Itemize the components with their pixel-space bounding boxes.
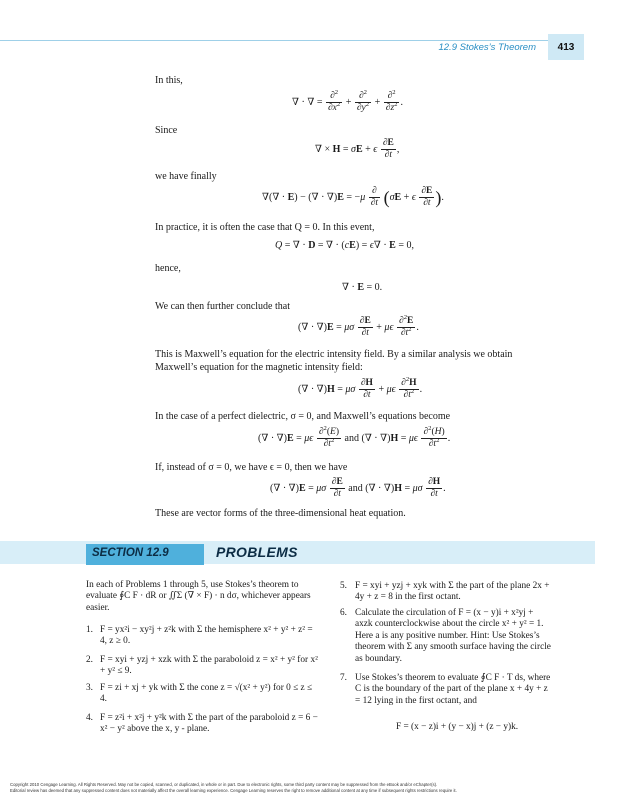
- problem-number: 3.: [86, 683, 93, 693]
- copyright-line-1: Copyright 2010 Cengage Learning. All Rights Reserved. May not be copied, scanned, or duplicated, in whole or in part. Due to electronic rights, some third party content may be suppressed from the eBook and/or eChapter(s).: [10, 782, 438, 787]
- section-name: PROBLEMS: [216, 544, 298, 560]
- problem-number: 2.: [86, 655, 93, 665]
- problem-3: F = zi + xj + yk with Σ the cone z = √(x² + y²) for 0 ≤ z ≤ 4.: [100, 683, 313, 705]
- equation-curl-curl: ∇(∇ · E) − (∇ · ∇)E = −μ $\frac{\partial}{\partial t}$ (σE + ϵ $\frac{\partial E}{\partial t}$ ).: [262, 186, 444, 208]
- copyright-line-2: Editorial review has deemed that any suppressed content does not materially affect the overall learning experience. Cengage Learning reserves the right to remove additional content at any time if subsequent rights restrictions require it.: [10, 788, 457, 793]
- paragraph-in-practice: In practice, it is often the case that Q = 0. In this event,: [155, 222, 375, 233]
- page-number: 413: [557, 42, 575, 53]
- header-rule: [0, 40, 548, 41]
- and-word-1: and: [344, 432, 359, 444]
- problem-7-formula: F = (x − z)i + (y − x)j + (z − y)k.: [396, 722, 519, 732]
- equation-ampere: ∇ × H = σE + ϵ $\frac{\partial E}{\partial t}$ ,: [315, 138, 400, 160]
- running-header-title: 12.9 Stokes’s Theorem: [438, 42, 536, 53]
- equation-maxwell-h: (∇ · ∇)H = μσ $\frac{\partial H}{\partial t}$ + μϵ $\frac{\partial^2H}{\partial t^2}$ .: [298, 375, 423, 400]
- equation-heat: (∇ · ∇)E = μσ $\frac{\partial E}{\partial t}$ and (∇ · ∇)H = μσ $\frac{\partial H}{\partial t}$ .: [270, 477, 446, 499]
- equation-charge-zero: Q = ∇ · D = ∇ · (cE) = ϵ∇ · E = 0,: [275, 240, 414, 251]
- problem-1: F = yx²i − xy²j + z²k with Σ the hemisphere x² + y² + z² = 4, z ≥ 0.: [100, 625, 313, 647]
- paragraph-since: Since: [155, 125, 178, 136]
- paragraph-perfect-dielectric: In the case of a perfect dielectric, σ = 0, and Maxwell’s equations become: [155, 411, 451, 422]
- problem-number: 5.: [340, 581, 347, 591]
- problem-2: F = xyi + yzj + xzk with Σ the paraboloid z = x² + y² for x² + y² ≤ 9.: [100, 655, 318, 677]
- paragraph-further-conclude: We can then further conclude that: [155, 301, 290, 312]
- equation-div-e-zero: ∇ · E = 0.: [342, 282, 383, 293]
- paragraph-heat-equation: These are vector forms of the three-dimensional heat equation.: [155, 508, 406, 519]
- problem-number: 7.: [340, 673, 347, 683]
- problem-number: 6.: [340, 608, 347, 618]
- equation-maxwell-e: (∇ · ∇)E = μσ $\frac{\partial E}{\partial t}$ + μϵ $\frac{\partial^2E}{\partial t^2}$ .: [298, 313, 419, 338]
- problem-6: Calculate the circulation of F = (x − y)i + x²yj + axzk counterclockwise about the circle x² + y² = 1. Here a is any positive number. Hint: Use Stokes’s theorem with Σ any smooth surface having the circle as boundary.: [355, 608, 551, 664]
- and-word-2: and: [348, 482, 363, 494]
- paragraph-instead: If, instead of σ = 0, we have ϵ = 0, then we have: [155, 462, 348, 473]
- section-label: SECTION 12.9: [92, 547, 169, 559]
- problem-number: 4.: [86, 713, 93, 723]
- paragraph-in-this: In this,: [155, 75, 183, 86]
- paragraph-we-have-finally: we have finally: [155, 171, 217, 182]
- equation-wave: (∇ · ∇)E = μϵ $\frac{\partial^2(E)}{\partial t^2}$ and (∇ · ∇)H = μϵ $\frac{\partial^2(H)}{\partial t^2}$ .: [258, 424, 451, 449]
- problem-4: F = z²i + x²j + y²k with Σ the part of the paraboloid z = 6 − x² − y² above the x, y - plane.: [100, 713, 318, 735]
- equation-laplacian-def: ∇ · ∇ = $\frac{\partial^2}{\partial x^2}$ + $\frac{\partial^2}{\partial y^2}$ + $\frac{\partial^2}{\partial z^2}$ .: [292, 88, 403, 113]
- problems-intro: In each of Problems 1 through 5, use Stokes’s theorem to evaluate ∮C F · dR or ∬Σ (∇ × F) · n dσ, whichever appears easier.: [86, 580, 311, 613]
- problem-5: F = xyi + yzj + xyk with Σ the part of the plane 2x + 4y + z = 8 in the first octant.: [355, 581, 550, 603]
- problem-7: Use Stokes’s theorem to evaluate ∮C F · T ds, where C is the boundary of the part of the plane x + 4y + z = 12 lying in the first octant, and: [355, 673, 551, 706]
- problem-number: 1.: [86, 625, 93, 635]
- paragraph-hence: hence,: [155, 263, 181, 274]
- paragraph-maxwell-electric: This is Maxwell’s equation for the electric intensity field. By a similar analysis we obtain Maxwell’s equation for the magnetic intensity field:: [155, 349, 513, 373]
